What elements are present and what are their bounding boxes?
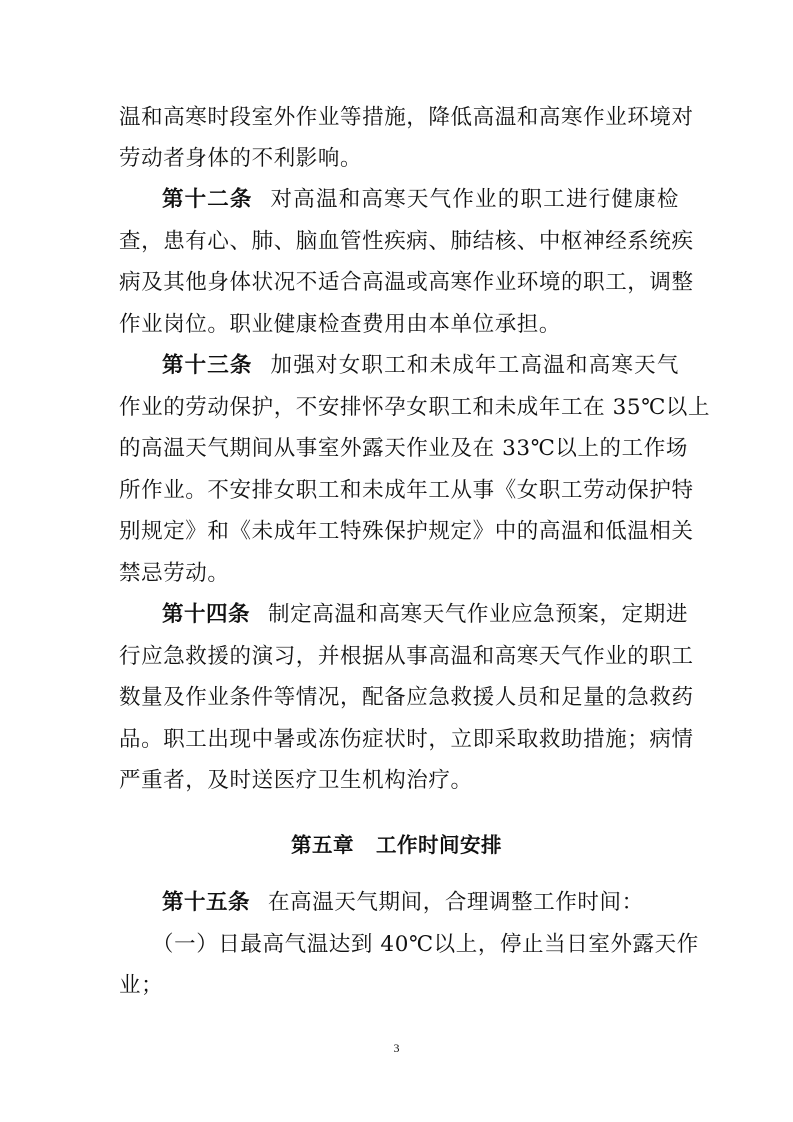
page-number: 3 — [393, 1041, 400, 1055]
paragraph-line: 别规定》和《未成年工特殊保护规定》中的高温和低温相关 — [119, 519, 694, 544]
article-15-first-line — [162, 888, 679, 918]
paragraph-line: 作业岗位。职业健康检查费用由本单位承担。 — [119, 312, 562, 337]
article-13-first-line — [162, 351, 679, 381]
chapter-title: 工作时间安排 — [376, 833, 502, 857]
article-15-text: 在高温天气期间，合理调整工作时间： — [268, 890, 644, 915]
article-12-text: 对高温和高寒天气作业的职工进行健康检 — [270, 187, 679, 212]
article-14-heading: 第十四条 — [162, 602, 251, 627]
paragraph-line: 禁忌劳动。 — [119, 561, 230, 586]
article-15-heading: 第十五条 — [162, 890, 251, 915]
article-14-first-line — [162, 600, 688, 630]
paragraph-line: 品。职工出现中暑或冻伤症状时，立即采取救助措施；病情 — [119, 727, 694, 752]
paragraph-line: 行应急救援的演习，并根据从事高温和高寒天气作业的职工 — [119, 644, 694, 669]
paragraph-line: 所作业。不安排女职工和未成年工从事《女职工劳动保护特 — [119, 478, 694, 503]
chapter-number: 第五章 — [291, 833, 354, 857]
paragraph-line: 数量及作业条件等情况，配备应急救援人员和足量的急救药 — [119, 685, 694, 710]
paragraph-line: 作业的劳动保护，不安排怀孕女职工和未成年工在 35℃以上 — [119, 395, 711, 420]
paragraph-line: 严重者，及时送医疗卫生机构治疗。 — [119, 768, 473, 793]
list-item-line: （一）日最高气温达到 40℃以上，停止当日室外露天作 — [152, 932, 699, 957]
paragraph-line: 病及其他身体状况不适合高温或高寒作业环境的职工，调整 — [119, 270, 694, 295]
paragraph-line: 温和高寒时段室外作业等措施，降低高温和高寒作业环境对 — [119, 105, 694, 130]
article-12-heading: 第十二条 — [162, 187, 253, 212]
article-13-heading: 第十三条 — [162, 353, 253, 378]
article-14-text: 制定高温和高寒天气作业应急预案，定期进 — [268, 602, 688, 627]
article-12-first-line — [162, 185, 679, 215]
article-13-text: 加强对女职工和未成年工高温和高寒天气 — [270, 353, 679, 378]
paragraph-line: 劳动者身体的不利影响。 — [119, 146, 363, 171]
paragraph-line: 业； — [119, 973, 164, 998]
paragraph-line: 查，患有心、肺、脑血管性疾病、肺结核、中枢神经系统疾 — [119, 229, 694, 254]
paragraph-line: 的高温天气期间从事室外露天作业及在 33℃以上的工作场 — [119, 436, 688, 461]
chapter-heading — [0, 830, 793, 860]
